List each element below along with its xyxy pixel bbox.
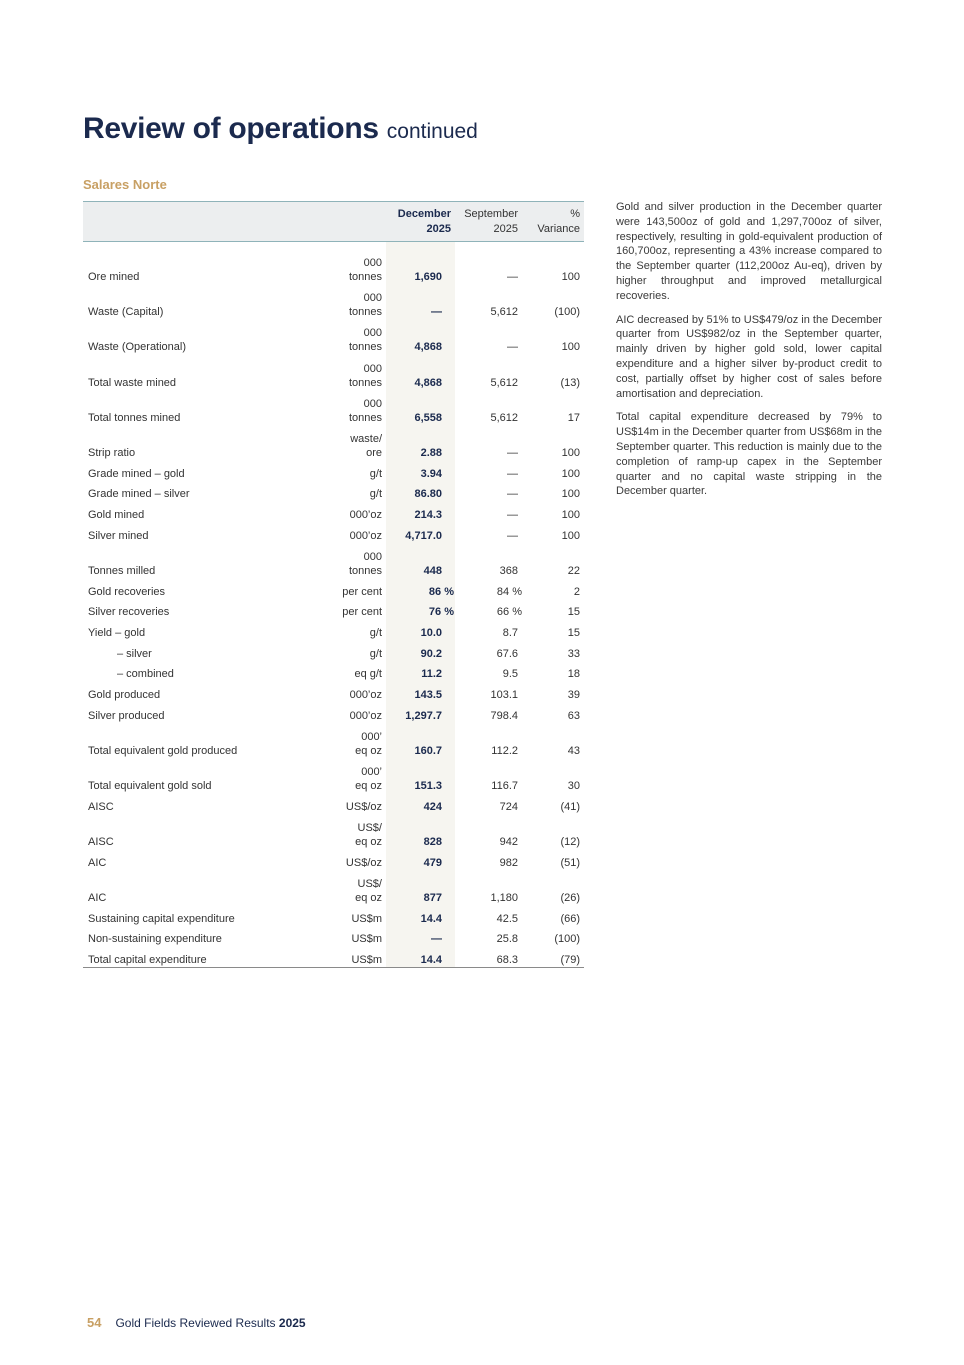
row-december-value: 86 % — [386, 578, 455, 599]
row-september-value: — — [507, 446, 518, 459]
row-unit: US$/ eq oz — [355, 877, 382, 904]
row-label: AISC — [88, 800, 114, 813]
table-row — [83, 946, 584, 967]
row-variance-value: 18 — [567, 668, 580, 681]
row-unit: 000 tonnes — [348, 397, 382, 424]
row-september-value: 25.8 — [496, 933, 518, 946]
row-unit: 000 tonnes — [348, 327, 382, 354]
row-september-value: — — [507, 529, 518, 542]
table-body — [83, 242, 584, 968]
row-december-value: 151.3 — [386, 758, 455, 793]
table-row — [83, 501, 584, 522]
row-december-value: 1,690 — [386, 242, 455, 285]
row-label: AIC — [88, 891, 107, 904]
footer — [87, 1315, 306, 1330]
row-unit: US$/oz — [345, 856, 382, 869]
row-unit: 000 tonnes — [348, 292, 382, 319]
table-row — [83, 870, 584, 905]
row-unit: g/t — [369, 647, 382, 660]
row-december-value: 76 % — [386, 599, 455, 620]
row-september-value: — — [507, 467, 518, 480]
table-row — [83, 681, 584, 702]
table-row — [83, 814, 584, 849]
row-label: Silver recoveries — [88, 606, 170, 619]
row-variance-value: (12) — [560, 835, 580, 848]
row-label: Total tonnes mined — [88, 411, 181, 424]
page-title — [83, 112, 478, 146]
row-label: Total capital expenditure — [83, 946, 329, 967]
row-label: Yield – gold — [88, 626, 146, 639]
row-label: AIC — [88, 856, 107, 869]
row-september-value: 798.4 — [490, 709, 518, 722]
row-unit: 000 tonnes — [348, 257, 382, 283]
row-december-value: 479 — [386, 849, 455, 870]
row-september-value: 103.1 — [490, 689, 518, 701]
row-variance-value: 63 — [567, 709, 580, 722]
row-label: Non-sustaining expenditure — [88, 933, 222, 946]
row-december-value: 214.3 — [386, 501, 455, 522]
row-label: Grade mined – silver — [88, 488, 190, 501]
table-row — [83, 543, 584, 578]
row-september-value: 368 — [499, 564, 518, 577]
commentary — [616, 200, 882, 508]
row-december-value: 86.80 — [386, 481, 455, 502]
publication-title: Gold Fields Reviewed Results — [115, 1316, 276, 1330]
header-december-2025: December 2025 — [386, 202, 455, 242]
commentary-capex: Total capital expenditure decreased by 79% to US$14m in the December quarter from US$68m in the September quarter. This reduction is mainly due to the completion of ramp-up capex in the September quarter and no capital waste stripping in the December quarter. — [616, 411, 882, 498]
header-variance: % Variance — [522, 202, 584, 242]
row-variance-value: (13) — [560, 376, 580, 389]
row-december-value: 11.2 — [386, 661, 455, 682]
table-row — [83, 793, 584, 814]
header-september-2025: September 2025 — [455, 202, 522, 242]
row-variance-value: 39 — [567, 689, 580, 701]
row-december-value: 14.4 — [386, 946, 455, 967]
row-december-value: 2.88 — [386, 425, 455, 460]
row-unit: 000’oz — [349, 509, 382, 521]
row-unit: waste/ ore — [350, 432, 382, 459]
row-variance-value: (100) — [554, 306, 580, 319]
row-label: – silver — [117, 647, 152, 660]
row-variance-value: 100 — [561, 341, 580, 354]
table-row — [83, 619, 584, 640]
row-variance-value: 100 — [561, 446, 580, 459]
row-variance-value: 100 — [561, 529, 580, 542]
row-label: AISC — [88, 835, 114, 848]
row-december-value: 4,717.0 — [386, 522, 455, 543]
commentary-production: Gold and silver production in the December quarter were 143,500oz of gold and 1,297,700oz of silver, respectively, resulting in gold-equivalent production of 160,700oz, representing a 43% increase compared to the September quarter (112,200oz Au-eq), driven by higher throughput and improved metallurgical recoveries. — [616, 201, 882, 302]
row-label: Total equivalent gold produced — [88, 744, 238, 757]
row-september-value: 8.7 — [502, 626, 518, 639]
table-row — [83, 578, 584, 599]
row-december-value: 6,558 — [386, 390, 455, 425]
row-label: Silver produced — [88, 709, 165, 722]
row-september-value: — — [507, 509, 518, 521]
row-variance-value: (100) — [554, 933, 580, 946]
table-row — [83, 354, 584, 389]
row-unit: US$m — [351, 933, 382, 946]
row-label: Gold recoveries — [88, 585, 166, 598]
title-continued: continued — [386, 120, 478, 143]
row-unit: 000’ eq oz — [355, 766, 382, 793]
row-december-value: 828 — [386, 814, 455, 849]
row-label: Silver mined — [88, 529, 149, 542]
row-september-value: 66 % — [496, 606, 522, 619]
publication-year: 2025 — [278, 1316, 306, 1330]
row-unit: 000 tonnes — [348, 362, 382, 389]
table-row — [83, 319, 584, 354]
row-label: Sustaining capital expenditure — [88, 912, 235, 925]
row-unit: 000 tonnes — [348, 550, 382, 577]
row-september-value: 5,612 — [490, 306, 518, 319]
table-row — [83, 284, 584, 319]
row-variance-value: (66) — [560, 912, 580, 925]
table-row — [83, 758, 584, 793]
row-september-value: 982 — [499, 856, 518, 869]
table-row — [83, 905, 584, 926]
header-unit-cell — [329, 202, 386, 242]
table-row — [83, 702, 584, 723]
row-variance-value: 2 — [573, 585, 580, 598]
row-unit: 000’oz — [349, 689, 382, 701]
row-december-value: 4,868 — [386, 354, 455, 389]
row-december-value: — — [386, 284, 455, 319]
row-unit: 000’oz — [349, 529, 382, 542]
row-september-value: 42.5 — [496, 912, 518, 925]
table-row — [83, 661, 584, 682]
row-variance-value: 30 — [567, 780, 580, 793]
header-label-cell — [83, 202, 329, 242]
page-number: 54 — [87, 1315, 102, 1330]
row-september-value: 5,612 — [490, 411, 518, 424]
row-variance-value: 43 — [567, 744, 580, 757]
table-row — [83, 640, 584, 661]
row-december-value: 143.5 — [386, 681, 455, 702]
row-unit: US$/oz — [345, 800, 382, 813]
row-september-value: — — [507, 488, 518, 501]
row-unit: g/t — [369, 488, 382, 501]
table-row — [83, 723, 584, 758]
table-row — [83, 599, 584, 620]
table-row — [83, 242, 584, 285]
table-row — [83, 390, 584, 425]
row-unit: US$m — [351, 912, 382, 925]
row-december-value: 1,297.7 — [386, 702, 455, 723]
row-variance-value: 33 — [567, 647, 580, 660]
row-december-value: 424 — [386, 793, 455, 814]
row-december-value: — — [386, 926, 455, 947]
row-label: Total waste mined — [88, 376, 177, 389]
row-december-value: 10.0 — [386, 619, 455, 640]
table-row — [83, 481, 584, 502]
row-label: Gold produced — [88, 689, 161, 701]
row-variance-value: 100 — [561, 271, 580, 283]
row-variance-value: (41) — [560, 800, 580, 813]
section-title: Salares Norte — [83, 177, 167, 192]
row-september-value: 67.6 — [496, 647, 518, 660]
table-header-row — [83, 202, 584, 242]
row-variance-value: 100 — [561, 488, 580, 501]
row-december-value: 877 — [386, 870, 455, 905]
table-row — [83, 460, 584, 481]
row-label: – combined — [117, 668, 174, 681]
row-september-value: 84 % — [496, 585, 522, 598]
row-variance-value: 100 — [561, 509, 580, 521]
row-variance-value: (26) — [560, 891, 580, 904]
row-september-value: 116.7 — [491, 780, 518, 793]
row-unit: US$m — [329, 946, 386, 967]
row-september-value: — — [507, 271, 518, 283]
table-row — [83, 425, 584, 460]
row-september-value: 9.5 — [502, 668, 518, 681]
operations-table — [83, 201, 584, 968]
table-row — [83, 849, 584, 870]
commentary-aic: AIC decreased by 51% to US$479/oz in the December quarter from US$982/oz in the September quarter, mainly driven by higher gold sold, lower capital expenditure and a higher silver by-product credit to cost, partially offset by higher cost of sales before amortisation and depreciation. — [616, 313, 882, 400]
row-unit: 000’oz — [349, 709, 382, 722]
row-variance-value: 100 — [561, 467, 580, 480]
row-december-value: 160.7 — [386, 723, 455, 758]
row-variance-value: 15 — [567, 606, 580, 619]
row-label: Waste (Operational) — [88, 341, 187, 354]
row-unit: 000’ eq oz — [355, 730, 382, 757]
row-december-value: 90.2 — [386, 640, 455, 661]
row-december-value: 14.4 — [386, 905, 455, 926]
row-variance-value: 15 — [567, 626, 580, 639]
title-main: Review of operations — [83, 112, 379, 145]
table-row — [83, 522, 584, 543]
row-unit: g/t — [369, 467, 382, 480]
row-unit: US$/ eq oz — [355, 821, 382, 848]
row-label: Waste (Capital) — [88, 306, 164, 319]
row-september-value: 942 — [499, 835, 518, 848]
row-september-value: 724 — [499, 800, 518, 813]
row-variance-value: 22 — [567, 564, 580, 577]
row-unit: eq g/t — [354, 668, 382, 681]
row-label: Tonnes milled — [88, 564, 156, 577]
row-september-value: 112.2 — [491, 744, 518, 757]
row-september-value: — — [507, 341, 518, 354]
row-label: Ore mined — [88, 271, 140, 283]
row-unit: per cent — [342, 606, 382, 619]
row-september-value: 1,180 — [490, 891, 518, 904]
row-unit: g/t — [369, 626, 382, 639]
row-label: Total equivalent gold sold — [88, 780, 212, 793]
row-variance-value: 17 — [567, 411, 580, 424]
row-label: Grade mined – gold — [88, 467, 185, 480]
row-unit: per cent — [342, 585, 382, 598]
row-variance-value: (79) — [522, 946, 584, 967]
row-september-value: 68.3 — [455, 946, 522, 967]
row-december-value: 448 — [386, 543, 455, 578]
row-label: Gold mined — [88, 509, 145, 521]
row-december-value: 3.94 — [386, 460, 455, 481]
row-december-value: 4,868 — [386, 319, 455, 354]
row-label: Strip ratio — [88, 446, 136, 459]
row-september-value: 5,612 — [490, 376, 518, 389]
row-variance-value: (51) — [560, 856, 580, 869]
table-row — [83, 926, 584, 947]
